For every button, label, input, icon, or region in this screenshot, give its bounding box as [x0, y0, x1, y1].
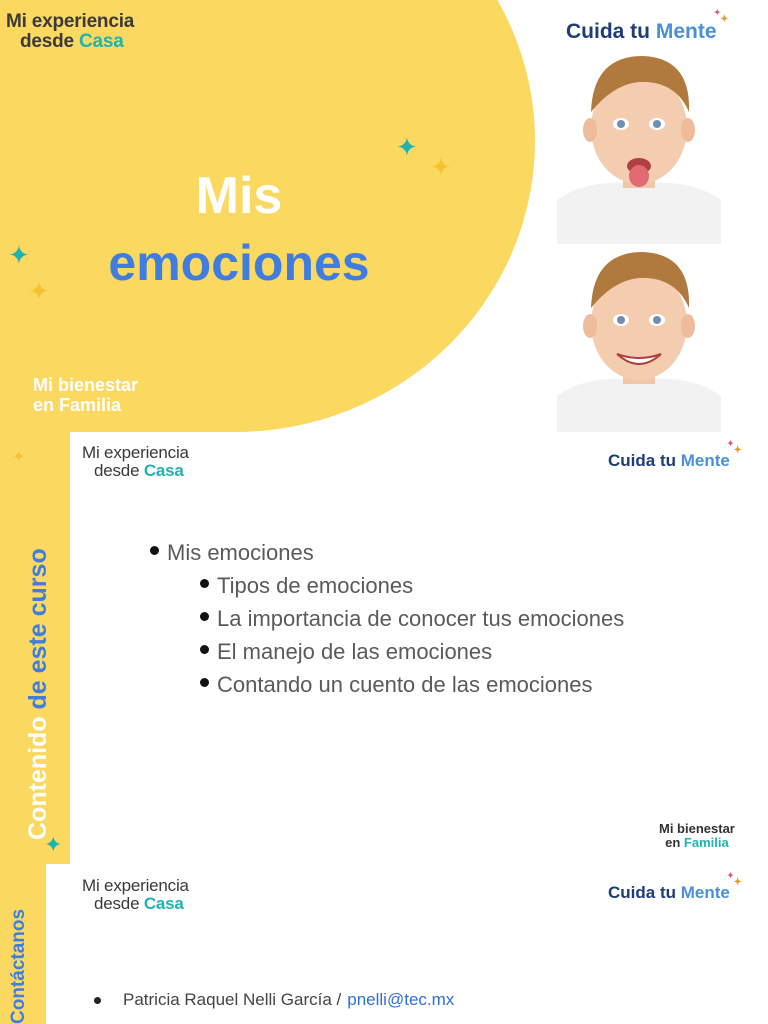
- list-item: La importancia de conocer tus emociones: [150, 602, 624, 635]
- brand-mi-experiencia: [6, 12, 134, 52]
- sparkle-icon: ✦: [396, 132, 418, 162]
- bullet-icon: [200, 678, 209, 687]
- course-contents-list: [150, 536, 624, 701]
- brand-cuida-tu-mente: Cuida tu Mente ✦ ✦: [608, 439, 742, 470]
- contact-item: [94, 990, 454, 1010]
- bullet-icon: [94, 997, 101, 1004]
- bullet-icon: [200, 612, 209, 621]
- list-item: El manejo de las emociones: [150, 635, 624, 668]
- contact-email-link[interactable]: pnelli@tec.mx: [347, 990, 455, 1009]
- title-line2: emociones: [108, 235, 370, 291]
- list-item: Tipos de emociones: [150, 569, 624, 602]
- slide-title: [0, 0, 768, 432]
- vertical-heading: Contenido de este curso: [24, 548, 52, 840]
- bullet-icon: [200, 579, 209, 588]
- brand-cuida-tu-mente: Cuida tu Mente ✦ ✦: [608, 871, 742, 902]
- bullet-icon: [150, 546, 159, 555]
- brand-cuida-tu-mente: Cuida tu Mente ✦ ✦: [566, 8, 729, 43]
- sparkle-icon: ✦: [430, 152, 452, 182]
- slide-contents: [0, 432, 768, 864]
- sparkle-icon: ✦: [8, 240, 30, 270]
- brand-mi-bienestar: Mi bienestar en Familia: [659, 821, 735, 851]
- bullet-icon: [200, 645, 209, 654]
- list-item: Contando un cuento de las emociones: [150, 668, 624, 701]
- sparkle-icon: ✦: [28, 276, 50, 306]
- contact-name: Patricia Raquel Nelli García /: [123, 990, 342, 1009]
- photo-boy-tongue: [557, 50, 721, 244]
- brand-mi-bienestar: Mi bienestar en Familia: [33, 375, 139, 415]
- slide-contact: [0, 864, 768, 1024]
- vertical-heading: Contáctanos: [8, 908, 29, 1024]
- brand-mi-experiencia: Mi experiencia desde Casa: [82, 443, 189, 480]
- sparkle-icon: ✦: [44, 832, 63, 857]
- brand-line1: Mi experiencia: [6, 11, 135, 32]
- list-item: Mis emociones: [150, 536, 624, 569]
- photo-boy-smiling: [557, 248, 721, 432]
- sparkle-icon: ✦: [12, 449, 26, 466]
- brand-mi-experiencia: Mi experiencia desde Casa: [82, 876, 189, 913]
- title-line1: Mis: [195, 167, 283, 225]
- brand-line2: desde Casa: [20, 30, 124, 52]
